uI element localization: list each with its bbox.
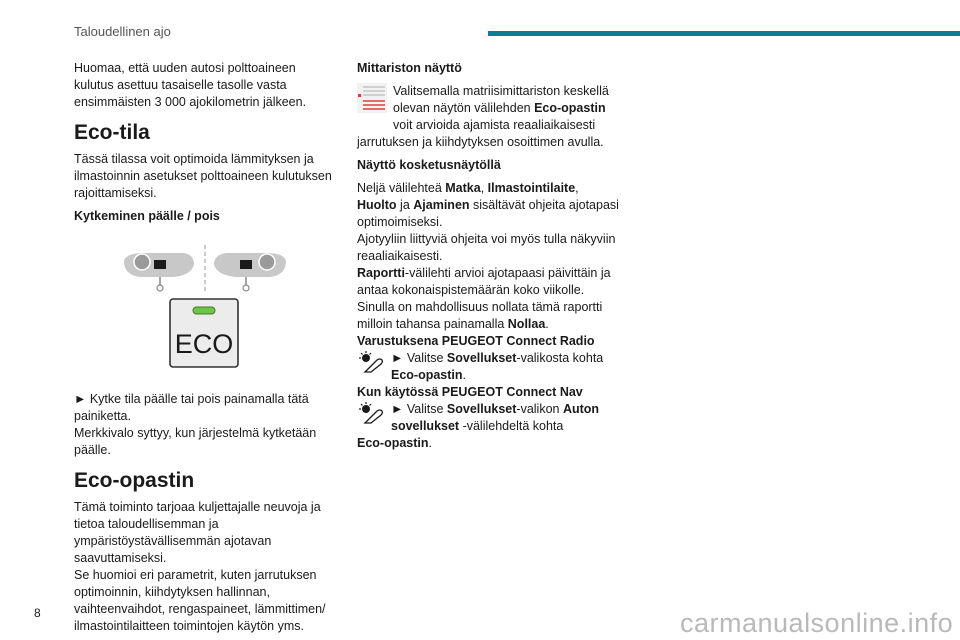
k4-c: . <box>545 317 549 331</box>
touchscreen-tap-icon <box>357 350 391 379</box>
kosketus-paragraph-2: Ajotyyliin liittyviä ohjeita voi myös tulla näkyviin reaaliaikaisesti. <box>357 232 616 263</box>
header-accent-bar <box>488 31 960 36</box>
eco-button-label: ECO <box>174 329 234 359</box>
right-column <box>357 60 627 452</box>
indicator-line: Merkkivalo syttyy, kun järjestelmä kytketään päälle. <box>74 426 317 457</box>
nav-d: Auton sovellukset <box>391 402 600 433</box>
nav-a: ► Valitse <box>391 402 447 416</box>
nav-e: -välilehdeltä kohta <box>459 419 564 433</box>
mittaristo-paragraph <box>357 83 627 151</box>
touchscreen-tap-icon <box>357 401 391 430</box>
opastin-paragraph-2: Se huomioi eri parametrit, kuten jarrutuksen optimoinnin, kiihdytyksen hallinnan, vaihteenvaihdot, rengaspaineet, lämmittimen/ ilmastointilaitteen toimintojen käytön yms. <box>74 568 326 633</box>
mittaristo-text-a: Valitsemalla matriisimittariston keskellä olevan näytön välilehden <box>393 84 609 115</box>
mittaristo-text-b: Eco-opastin <box>534 101 606 115</box>
kosketus-heading: Näyttö kosketusnäytöllä <box>357 158 501 172</box>
radio-b: Sovellukset <box>446 351 517 365</box>
radio-d: Eco-opastin <box>391 368 463 382</box>
radio-instruction-text <box>391 350 627 384</box>
k4-a: Sinulla on mahdollisuus nollata tämä raportti milloin tahansa painamalla <box>357 300 603 331</box>
watermark: carmanualsonline.info <box>680 608 954 638</box>
k1-d: Ilmastointilaite <box>487 181 576 195</box>
eco-led-icon <box>193 307 215 314</box>
radio-heading <box>357 333 627 350</box>
rhd-dashboard-icon <box>214 253 286 291</box>
eco-tila-heading: Eco-tila <box>74 121 150 144</box>
k1-a: Neljä välilehteä <box>357 181 446 195</box>
mittaristo-text-c: voit arvioida ajamista reaaliaikaisesti jarrutuksen ja kiihdytyksen osoittimen avulla. <box>357 118 604 149</box>
instrument-cluster-icon <box>357 83 387 118</box>
radio-instruction <box>357 350 627 384</box>
k1-i: sisältävät ohjeita ajotapasi optimoimiseksi. <box>357 198 619 229</box>
left-column <box>74 60 336 635</box>
lhd-dashboard-icon <box>124 253 194 291</box>
instruction-line: ► Kytke tila päälle tai pois painamalla tätä painiketta. <box>74 392 309 423</box>
nav-c: -valikon <box>516 402 563 416</box>
steering-wheel-illustration <box>74 231 336 381</box>
eco-button-icon <box>170 299 238 367</box>
k1-c: , <box>480 181 488 195</box>
k1-f: Huolto <box>357 198 397 212</box>
k1-e: , <box>575 181 579 195</box>
opastin-paragraph-1: Tämä toiminto tarjoaa kuljettajalle neuvoja ja tietoa taloudellisemman ja ympäristöystävällisemmän ajotavan saavuttamiseksi. <box>74 500 321 565</box>
eco-tila-paragraph: Tässä tilassa voit optimoida lämmityksen ja ilmastoinnin asetukset polttoaineen kulutuksen rajoittamiseksi. <box>74 152 332 200</box>
radio-a: ► Valitse <box>391 351 447 365</box>
k3-b: -välilehti arvioi ajotapaasi päivittäin ja antaa kokonaispistemäärän koko viikolle. <box>357 266 611 297</box>
radio-e: . <box>462 368 467 382</box>
nav-heading <box>357 384 627 401</box>
k1-b: Matka <box>445 181 481 195</box>
nav-instruction-tail <box>357 435 627 452</box>
mittaristo-heading: Mittariston näyttö <box>357 61 462 75</box>
steering-wheel-diagram <box>74 231 336 381</box>
kosketus-paragraph-1 <box>357 180 627 231</box>
running-header: Taloudellinen ajo <box>74 24 171 39</box>
switch-heading: Kytkeminen päälle / pois <box>74 209 220 223</box>
nav-f: Eco-opastin <box>357 436 429 450</box>
nav-g: . <box>428 436 433 450</box>
nav-instruction <box>357 401 627 435</box>
nav-instruction-text <box>391 401 627 435</box>
kosketus-paragraph-4 <box>357 299 627 333</box>
intro-paragraph: Huomaa, että uuden autosi polttoaineen kulutus asettuu tasaiselle tasolle vasta ensimmäisten 3 000 ajokilometrin jälkeen. <box>74 61 307 109</box>
nav-b: Sovellukset <box>446 402 517 416</box>
k3-a: Raportti <box>357 266 405 280</box>
kosketus-paragraph-3 <box>357 265 627 299</box>
eco-opastin-heading: Eco-opastin <box>74 469 195 492</box>
nav-title: Kun käytössä PEUGEOT Connect Nav <box>357 385 583 399</box>
radio-title: Varustuksena PEUGEOT Connect Radio <box>357 334 595 348</box>
page-number: 8 <box>34 606 41 620</box>
radio-c: -valikosta kohta <box>516 351 604 365</box>
k1-g: ja <box>396 198 414 212</box>
k4-b: Nollaa <box>507 317 546 331</box>
k1-h: Ajaminen <box>413 198 470 212</box>
